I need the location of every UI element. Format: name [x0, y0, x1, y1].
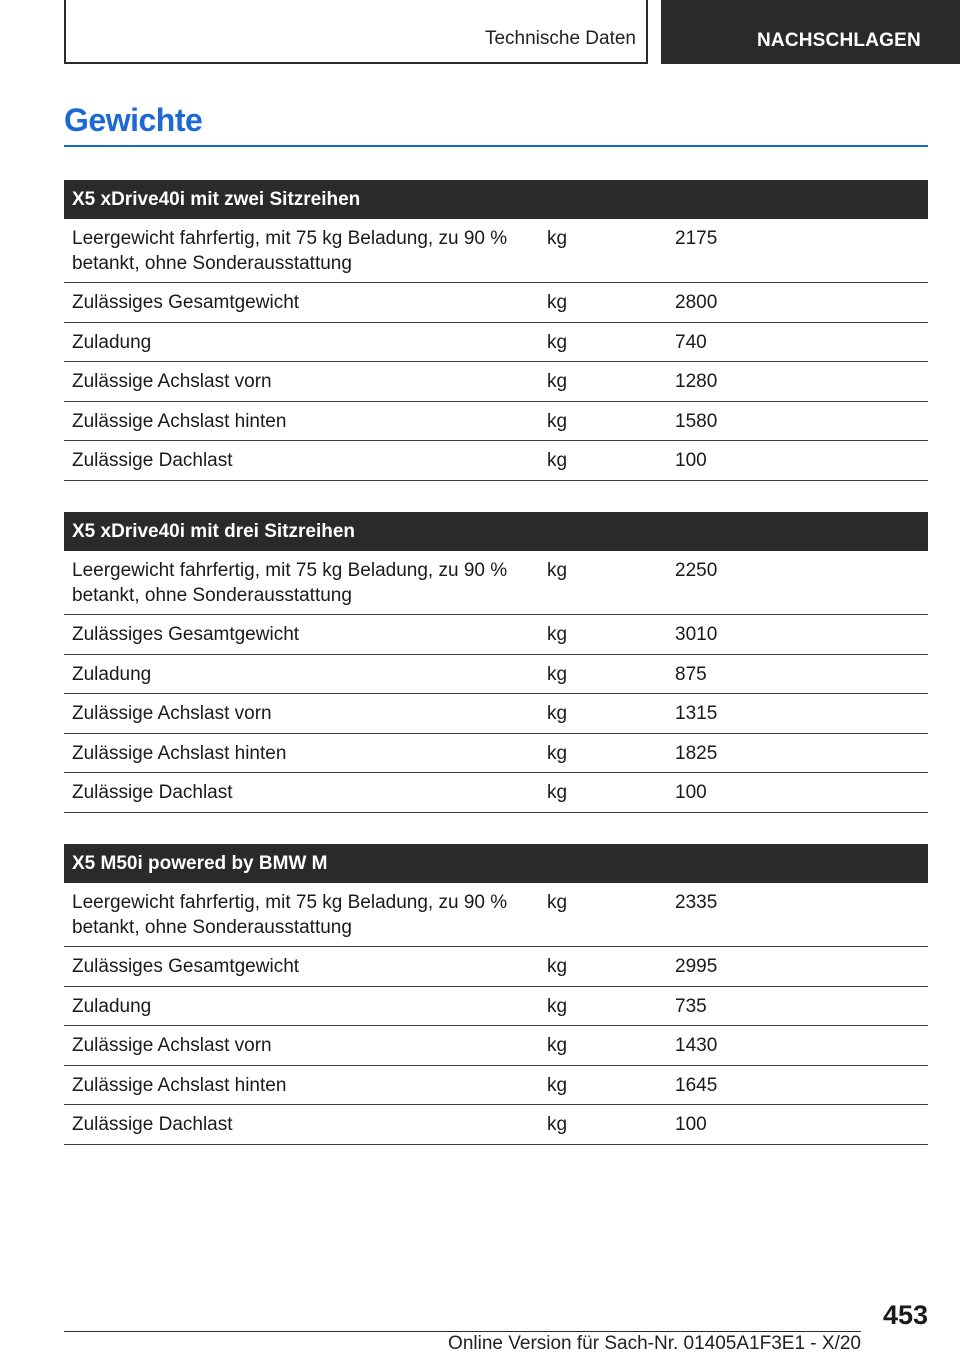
row-value: 3010: [675, 624, 718, 645]
row-unit: kg: [547, 331, 568, 353]
row-unit: kg: [547, 1074, 568, 1096]
row-value: 2800: [675, 292, 718, 313]
table-heading: X5 xDrive40i mit drei Sitzreihen: [64, 512, 928, 551]
row-value: 100: [675, 450, 707, 472]
row-label: Zulässiges Gesamtgewicht: [72, 624, 300, 645]
row-label: Zulässige Achslast hinten: [72, 410, 287, 432]
row-value: 1315: [675, 703, 718, 725]
table-row: [64, 694, 928, 734]
row-label: Zulässige Achslast vorn: [72, 703, 272, 725]
row-unit: kg: [547, 892, 568, 913]
title-rule: [64, 145, 928, 147]
row-value: 2995: [675, 956, 718, 977]
table-row: [64, 283, 928, 323]
row-label: Leergewicht fahrfertig, mit 75 kg Beladung, zu 90 % betankt, ohne Sonderausstattung: [72, 560, 508, 606]
row-unit: kg: [547, 995, 568, 1017]
table-heading: X5 M50i powered by BMW M: [64, 844, 928, 883]
header-chapter-title: NACHSCHLAGEN: [757, 30, 921, 51]
table-row: [64, 773, 928, 813]
table-row: [64, 734, 928, 774]
header-section-title: Technische Daten: [484, 28, 636, 49]
table-row: [64, 655, 928, 695]
table-row: [64, 323, 928, 363]
row-label: Zulässige Dachlast: [72, 450, 233, 472]
page-title: Gewichte: [64, 102, 203, 138]
row-unit: kg: [547, 450, 568, 472]
row-value: 2335: [675, 892, 718, 913]
row-label: Leergewicht fahrfertig, mit 75 kg Beladung, zu 90 % betankt, ohne Sonderausstattung: [72, 228, 508, 274]
row-value: 1280: [675, 371, 718, 393]
row-label: Zuladung: [72, 663, 152, 685]
table-row: [64, 1026, 928, 1066]
table-row: [64, 615, 928, 655]
row-unit: kg: [547, 956, 568, 977]
row-label: Zulässige Dachlast: [72, 782, 233, 804]
table-heading: X5 xDrive40i mit zwei Sitzreihen: [64, 180, 928, 219]
row-unit: kg: [547, 624, 568, 645]
table-row: [64, 1066, 928, 1106]
row-unit: kg: [547, 560, 568, 581]
row-unit: kg: [547, 228, 568, 249]
table-row: [64, 1105, 928, 1145]
row-label: Zulässiges Gesamtgewicht: [72, 292, 300, 313]
row-label: Zulässige Achslast vorn: [72, 371, 272, 393]
table-row: [64, 551, 928, 615]
row-value: 1430: [675, 1035, 718, 1057]
row-unit: kg: [547, 742, 568, 764]
row-unit: kg: [547, 292, 568, 313]
row-value: 1825: [675, 742, 718, 764]
table-row: [64, 987, 928, 1027]
weights-table-m50i: [64, 844, 928, 1145]
row-value: 2175: [675, 228, 718, 249]
weights-table-xdrive40i-three-rows: [64, 512, 928, 813]
row-value: 875: [675, 663, 707, 685]
footer-rule: [64, 1331, 861, 1332]
row-value: 1580: [675, 410, 718, 432]
row-unit: kg: [547, 663, 568, 685]
table-row: [64, 441, 928, 481]
row-value: 100: [675, 1114, 707, 1136]
page-number: 453: [882, 1300, 928, 1330]
row-label: Zulässiges Gesamtgewicht: [72, 956, 300, 977]
table-row: [64, 362, 928, 402]
row-value: 1645: [675, 1074, 718, 1096]
row-unit: kg: [547, 1035, 568, 1057]
row-unit: kg: [547, 1114, 568, 1136]
row-label: Zuladung: [72, 995, 152, 1017]
row-label: Leergewicht fahrfertig, mit 75 kg Beladung, zu 90 % betankt, ohne Sonderausstattung: [72, 892, 508, 938]
row-unit: kg: [547, 371, 568, 393]
row-label: Zuladung: [72, 331, 152, 353]
row-value: 100: [675, 782, 707, 804]
row-value: 735: [675, 995, 707, 1017]
row-label: Zulässige Achslast hinten: [72, 1074, 287, 1096]
footer-text: Online Version für Sach-Nr. 01405A1F3E1 - X/20: [448, 1333, 861, 1354]
row-value: 740: [675, 331, 707, 353]
table-row: [64, 402, 928, 442]
row-unit: kg: [547, 410, 568, 432]
row-label: Zulässige Achslast hinten: [72, 742, 287, 764]
table-row: [64, 219, 928, 283]
row-label: Zulässige Dachlast: [72, 1114, 233, 1136]
table-row: [64, 947, 928, 987]
row-value: 2250: [675, 560, 718, 581]
row-label: Zulässige Achslast vorn: [72, 1035, 272, 1057]
row-unit: kg: [547, 703, 568, 725]
row-unit: kg: [547, 782, 568, 804]
header-chapter-tab: [661, 0, 960, 64]
table-row: [64, 883, 928, 947]
weights-table-xdrive40i-two-rows: [64, 180, 928, 481]
